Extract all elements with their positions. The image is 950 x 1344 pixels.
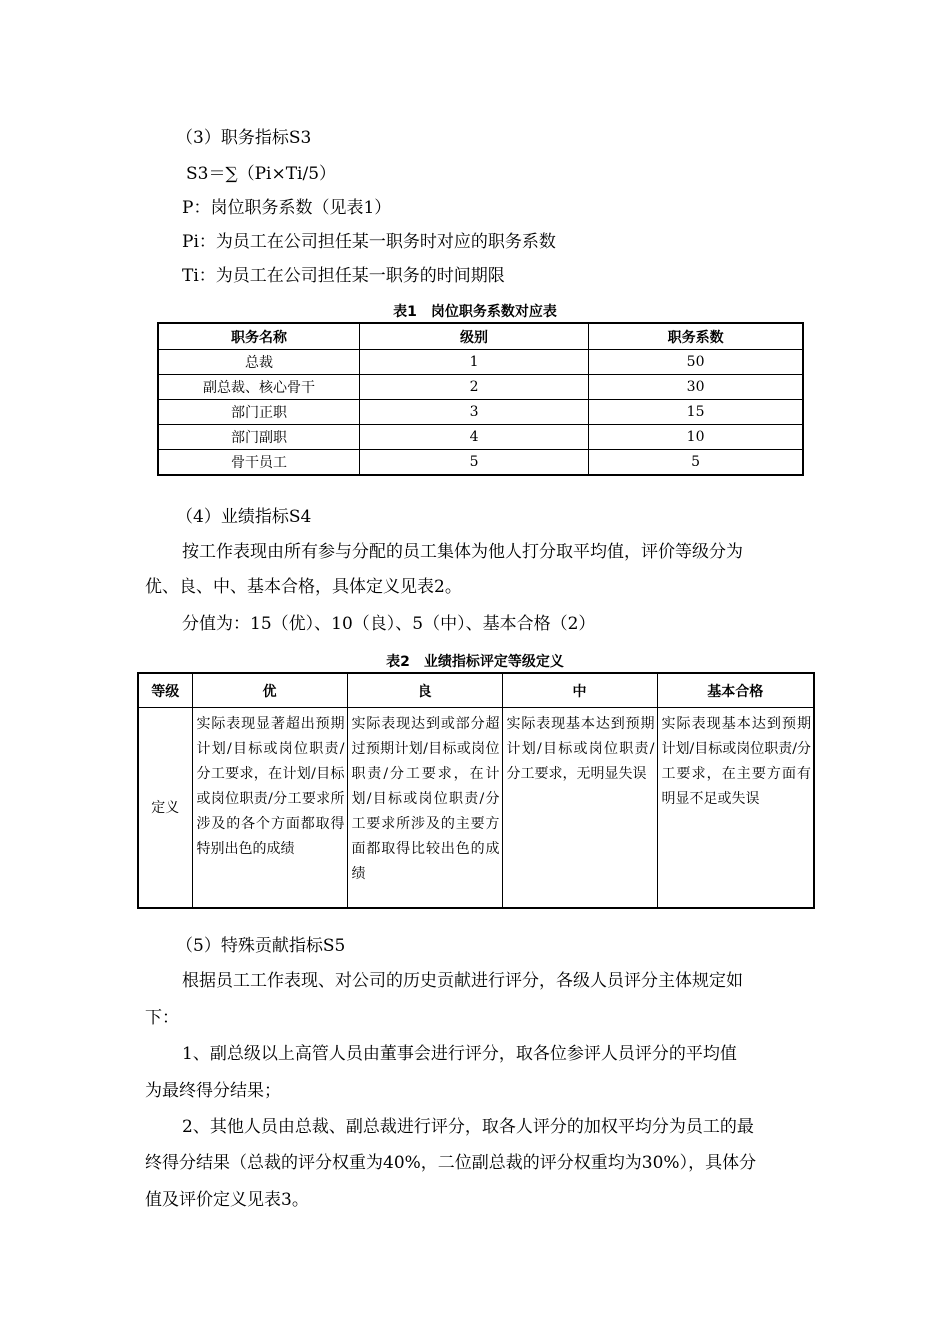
item1-line1: 1、副总级以上高管人员由董事会进行评分，取各位参评人员评分的平均值 <box>182 1044 737 1064</box>
table-row <box>158 450 803 476</box>
p-definition: P：岗位职务系数（见表1） <box>182 198 392 218</box>
table-row <box>158 425 803 450</box>
grade-good-header: 良 <box>347 673 502 708</box>
table-header-row <box>158 323 803 350</box>
grade-average-header: 中 <box>502 673 657 708</box>
position-level: 3 <box>359 400 588 425</box>
section5-heading: （5）特殊贡献指标S5 <box>176 936 346 956</box>
position-name: 部门正职 <box>158 400 359 425</box>
position-level: 4 <box>359 425 588 450</box>
position-name: 骨干员工 <box>158 450 359 476</box>
table-row <box>158 400 803 425</box>
good-definition: 实际表现达到或部分超过预期计划/目标或岗位职责/分工要求，在计划/目标或岗位职责/分工要求所涉及的主要方面都取得比较出色的成绩 <box>347 708 502 908</box>
position-level: 5 <box>359 450 588 476</box>
section5-intro-line1: 根据员工工作表现、对公司的历史贡献进行评分，各级人员评分主体规定如 <box>182 971 743 991</box>
item2-line1: 2、其他人员由总裁、副总裁进行评分，取各人评分的加权平均分为员工的最 <box>182 1117 754 1137</box>
position-coefficient: 10 <box>589 425 803 450</box>
position-coefficient: 15 <box>589 400 803 425</box>
table-row <box>138 708 814 908</box>
grade-pass-header: 基本合格 <box>657 673 814 708</box>
section4-paragraph-line2: 优、良、中、基本合格，具体定义见表2。 <box>145 577 462 597</box>
ti-definition: Ti：为员工在公司担任某一职务的时间期限 <box>182 266 505 286</box>
table-row <box>158 350 803 375</box>
item2-line2: 终得分结果（总裁的评分权重为40%，二位副总裁的评分权重均为30%），具体分 <box>145 1153 757 1173</box>
section4-heading: （4）业绩指标S4 <box>176 507 312 527</box>
definition-label: 定义 <box>138 708 192 908</box>
table2-caption: 表2 业绩指标评定等级定义 <box>386 654 564 670</box>
table-row <box>158 375 803 400</box>
position-coefficient-table <box>157 322 804 476</box>
performance-grade-table <box>137 672 815 909</box>
average-definition: 实际表现基本达到预期计划/目标或岗位职责/分工要求，无明显失误 <box>502 708 657 908</box>
position-name: 部门副职 <box>158 425 359 450</box>
pass-definition: 实际表现基本达到预期计划/目标或岗位职责/分工要求，在主要方面有明显不足或失误 <box>657 708 814 908</box>
position-name: 总裁 <box>158 350 359 375</box>
item2-line3: 值及评价定义见表3。 <box>145 1190 309 1210</box>
position-coefficient: 5 <box>589 450 803 476</box>
position-level: 1 <box>359 350 588 375</box>
column-header: 职务名称 <box>158 323 359 350</box>
item1-line2: 为最终得分结果； <box>145 1081 281 1101</box>
position-coefficient: 30 <box>589 375 803 400</box>
column-header: 级别 <box>359 323 588 350</box>
s3-formula: S3＝∑（Pi×Ti/5） <box>186 164 337 184</box>
table1-caption: 表1 岗位职务系数对应表 <box>393 304 557 320</box>
position-name: 副总裁、核心骨干 <box>158 375 359 400</box>
table-header-row <box>138 673 814 708</box>
section3-heading: （3）职务指标S3 <box>176 128 312 148</box>
column-header: 职务系数 <box>589 323 803 350</box>
section5-intro-line2: 下： <box>145 1008 179 1028</box>
position-coefficient: 50 <box>589 350 803 375</box>
excellent-definition: 实际表现显著超出预期计划/目标或岗位职责/分工要求，在计划/目标或岗位职责/分工要求所涉及的各个方面都取得特别出色的成绩 <box>192 708 347 908</box>
grade-header: 等级 <box>138 673 192 708</box>
position-level: 2 <box>359 375 588 400</box>
grade-excellent-header: 优 <box>192 673 347 708</box>
section4-paragraph-line1: 按工作表现由所有参与分配的员工集体为他人打分取平均值，评价等级分为 <box>182 542 743 562</box>
pi-definition: Pi：为员工在公司担任某一职务时对应的职务系数 <box>182 232 556 252</box>
score-values: 分值为：15（优）、10（良）、5（中）、基本合格（2） <box>182 614 596 634</box>
